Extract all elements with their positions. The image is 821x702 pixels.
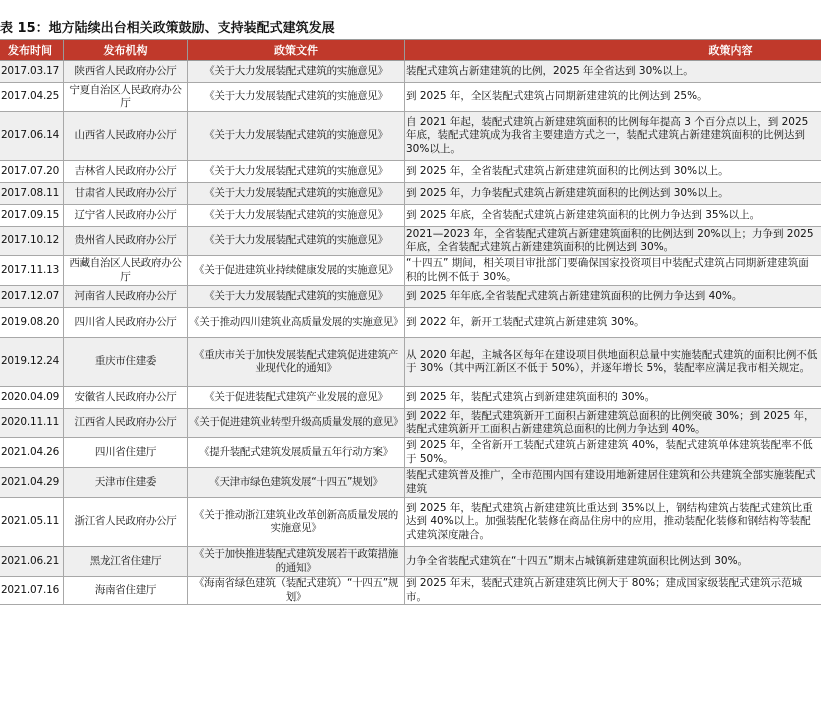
cell-date: 2020.11.11	[0, 409, 64, 438]
cell-date: 2017.07.20	[0, 161, 64, 183]
cell-content	[405, 183, 821, 205]
cell-doc: 《关于大力发展装配式建筑的实施意见》	[188, 227, 405, 256]
cell-content	[405, 286, 821, 308]
cell-content	[405, 83, 821, 112]
cell-doc: 《关于推动四川建筑业高质量发展的实施意见》	[188, 308, 405, 338]
cell-content	[405, 338, 821, 387]
cell-content-text: 到 2025 年末，装配式建筑占新建建筑比例大于 80%；建成国家级装配式建筑示范城市。	[406, 577, 803, 603]
cell-content-text: “十四五” 期间，相关项目审批部门要确保国家投资项目中装配式建筑占同期新建建筑面积的比例不低于 30%。	[406, 257, 809, 283]
cell-content	[405, 438, 821, 468]
cell-doc: 《关于促进建筑业持续健康发展的实施意见》	[188, 256, 405, 286]
table-row	[0, 387, 821, 409]
cell-content-text: 到 2025 年年底,全省装配式建筑占新建建筑面积的比例力争达到 40%。	[406, 289, 743, 302]
cell-content-text: 到 2025 年，装配式建筑占到新建建筑面积的 30%。	[406, 390, 656, 403]
cell-content	[405, 308, 821, 338]
cell-content	[405, 409, 821, 438]
cell-org: 西藏自治区人民政府办公厅	[64, 256, 188, 286]
cell-content-text: 2021—2023 年，全省装配式建筑占新建建筑面积的比例达到 20%以上；力争到 2025 年底，全省装配式建筑占新建建筑面积的比例达到 30%。	[406, 227, 814, 253]
cell-org: 黑龙江省住建厅	[64, 547, 188, 577]
cell-doc: 《关于促进建筑业转型升级高质量发展的意见》	[188, 409, 405, 438]
cell-org: 重庆市住建委	[64, 338, 188, 387]
cell-content-text: 到 2025 年，力争装配式建筑占新建建筑面积的比例达到 30%以上。	[406, 186, 729, 199]
cell-org: 甘肃省人民政府办公厅	[64, 183, 188, 205]
table-row	[0, 161, 821, 183]
cell-org: 吉林省人民政府办公厅	[64, 161, 188, 183]
column-header-content: 政策内容	[405, 40, 821, 61]
table-title: 表 15：地方陆续出台相关政策鼓励、支持装配式建筑发展	[0, 21, 335, 36]
cell-doc: 《关于大力发展装配式建筑的实施意见》	[188, 61, 405, 83]
cell-doc: 《关于大力发展装配式建筑的实施意见》	[188, 205, 405, 227]
cell-org: 贵州省人民政府办公厅	[64, 227, 188, 256]
cell-org: 山西省人民政府办公厅	[64, 112, 188, 161]
cell-content	[405, 387, 821, 409]
cell-org: 海南省住建厅	[64, 577, 188, 605]
cell-content	[405, 256, 821, 286]
cell-date: 2021.04.26	[0, 438, 64, 468]
cell-content-text: 力争全省装配式建筑在“十四五”期末占城镇新建建筑面积比例达到 30%。	[406, 554, 749, 567]
cell-date: 2017.12.07	[0, 286, 64, 308]
cell-org: 四川省人民政府办公厅	[64, 308, 188, 338]
cell-date: 2017.10.12	[0, 227, 64, 256]
table-row	[0, 256, 821, 286]
table-row	[0, 83, 821, 112]
cell-date: 2017.09.15	[0, 205, 64, 227]
cell-doc: 《关于大力发展装配式建筑的实施意见》	[188, 161, 405, 183]
cell-date: 2021.06.21	[0, 547, 64, 577]
table-row	[0, 112, 821, 161]
cell-content	[405, 498, 821, 547]
cell-doc: 《关于大力发展装配式建筑的实施意见》	[188, 286, 405, 308]
cell-doc: 《关于促进装配式建筑产业发展的意见》	[188, 387, 405, 409]
cell-doc: 《关于大力发展装配式建筑的实施意见》	[188, 183, 405, 205]
cell-date: 2019.12.24	[0, 338, 64, 387]
cell-date: 2021.05.11	[0, 498, 64, 547]
table-row	[0, 438, 821, 468]
cell-content	[405, 112, 821, 161]
cell-content-text: 到 2022 年，装配式建筑新开工面积占新建建筑总面积的比例突破 30%；到 2025 年，装配式建筑新开工面积占新建建筑总面积的比例力争达到 40%。	[406, 409, 815, 435]
cell-content-text: 到 2022 年，新开工装配式建筑占新建建筑 30%。	[406, 315, 645, 328]
cell-date: 2017.08.11	[0, 183, 64, 205]
cell-doc: 《天津市绿色建筑发展“十四五”规划》	[188, 468, 405, 498]
cell-content	[405, 577, 821, 605]
cell-doc: 《提升装配式建筑发展质量五年行动方案》	[188, 438, 405, 468]
cell-date: 2019.08.20	[0, 308, 64, 338]
table-row	[0, 409, 821, 438]
cell-content	[405, 161, 821, 183]
cell-content	[405, 547, 821, 577]
table-row	[0, 205, 821, 227]
cell-org: 陕西省人民政府办公厅	[64, 61, 188, 83]
cell-doc: 《关于大力发展装配式建筑的实施意见》	[188, 112, 405, 161]
table-body	[0, 61, 821, 605]
cell-content-text: 到 2025 年，全区装配式建筑占同期新建建筑的比例达到 25%。	[406, 90, 708, 103]
table-row	[0, 498, 821, 547]
cell-content	[405, 227, 821, 256]
cell-org: 宁夏自治区人民政府办公厅	[64, 83, 188, 112]
cell-content-text: 装配式建筑占新建建筑的比例，2025 年全省达到 30%以上。	[406, 64, 694, 77]
cell-date: 2017.11.13	[0, 256, 64, 286]
cell-date: 2020.04.09	[0, 387, 64, 409]
cell-doc: 《关于推动浙江建筑业改革创新高质量发展的实施意见》	[188, 498, 405, 547]
cell-doc: 《关于加快推进装配式建筑发展若干政策措施的通知》	[188, 547, 405, 577]
table-row	[0, 227, 821, 256]
cell-content-text: 装配式建筑普及推广，全市范围内国有建设用地新建居住建筑和公共建筑全部实施装配式建筑	[406, 469, 816, 495]
cell-content-text: 到 2025 年，全省新开工装配式建筑占新建建筑 40%，装配式建筑单体建筑装配率不低于 50%。	[406, 439, 813, 465]
cell-content	[405, 61, 821, 83]
table-row	[0, 286, 821, 308]
cell-date: 2017.03.17	[0, 61, 64, 83]
cell-org: 四川省住建厅	[64, 438, 188, 468]
cell-doc: 《海南省绿色建筑（装配式建筑）“十四五”规划》	[188, 577, 405, 605]
cell-content-text: 从 2020 年起，主城各区每年在建设项目供地面积总量中实施装配式建筑的面积比例不低于 30%（其中两江新区不低于 50%），并逐年增长 5%，装配率应满足我市相关规定。	[406, 348, 818, 374]
cell-org: 安徽省人民政府办公厅	[64, 387, 188, 409]
policy-table	[0, 39, 821, 605]
table-header-row	[0, 40, 821, 61]
cell-date: 2017.06.14	[0, 112, 64, 161]
table-row	[0, 338, 821, 387]
table-row	[0, 468, 821, 498]
cell-content-text: 到 2025 年，装配式建筑占新建建筑比重达到 35%以上，钢结构建筑占装配式建筑比重达到 40%以上。加强装配化装修在商品住房中的应用，推动装配化装修和钢结构等装配式建筑深度融合。	[406, 501, 813, 541]
cell-org: 江西省人民政府办公厅	[64, 409, 188, 438]
cell-content-text: 到 2025 年底，全省装配式建筑占新建建筑面积的比例力争达到 35%以上。	[406, 208, 761, 221]
table-row	[0, 577, 821, 605]
cell-org: 辽宁省人民政府办公厅	[64, 205, 188, 227]
cell-date: 2017.04.25	[0, 83, 64, 112]
cell-org: 浙江省人民政府办公厅	[64, 498, 188, 547]
column-header-date: 发布时间	[0, 40, 64, 61]
table-row	[0, 547, 821, 577]
cell-date: 2021.04.29	[0, 468, 64, 498]
cell-org: 河南省人民政府办公厅	[64, 286, 188, 308]
table-row	[0, 183, 821, 205]
cell-doc: 《关于大力发展装配式建筑的实施意见》	[188, 83, 405, 112]
cell-date: 2021.07.16	[0, 577, 64, 605]
cell-content-text: 到 2025 年，全省装配式建筑占新建建筑面积的比例达到 30%以上。	[406, 164, 729, 177]
column-header-org: 发布机构	[64, 40, 188, 61]
cell-content	[405, 468, 821, 498]
cell-org: 天津市住建委	[64, 468, 188, 498]
table-row	[0, 61, 821, 83]
column-header-doc: 政策文件	[188, 40, 405, 61]
cell-content-text: 自 2021 年起，装配式建筑占新建建筑面积的比例每年提高 3 个百分点以上，到 2025 年底，装配式建筑成为我省主要建造方式之一，装配式建筑占新建建筑面积的比例达到 30%以上。	[406, 115, 809, 155]
cell-doc: 《重庆市关于加快发展装配式建筑促进建筑产业现代化的通知》	[188, 338, 405, 387]
table-row	[0, 308, 821, 338]
cell-content	[405, 205, 821, 227]
